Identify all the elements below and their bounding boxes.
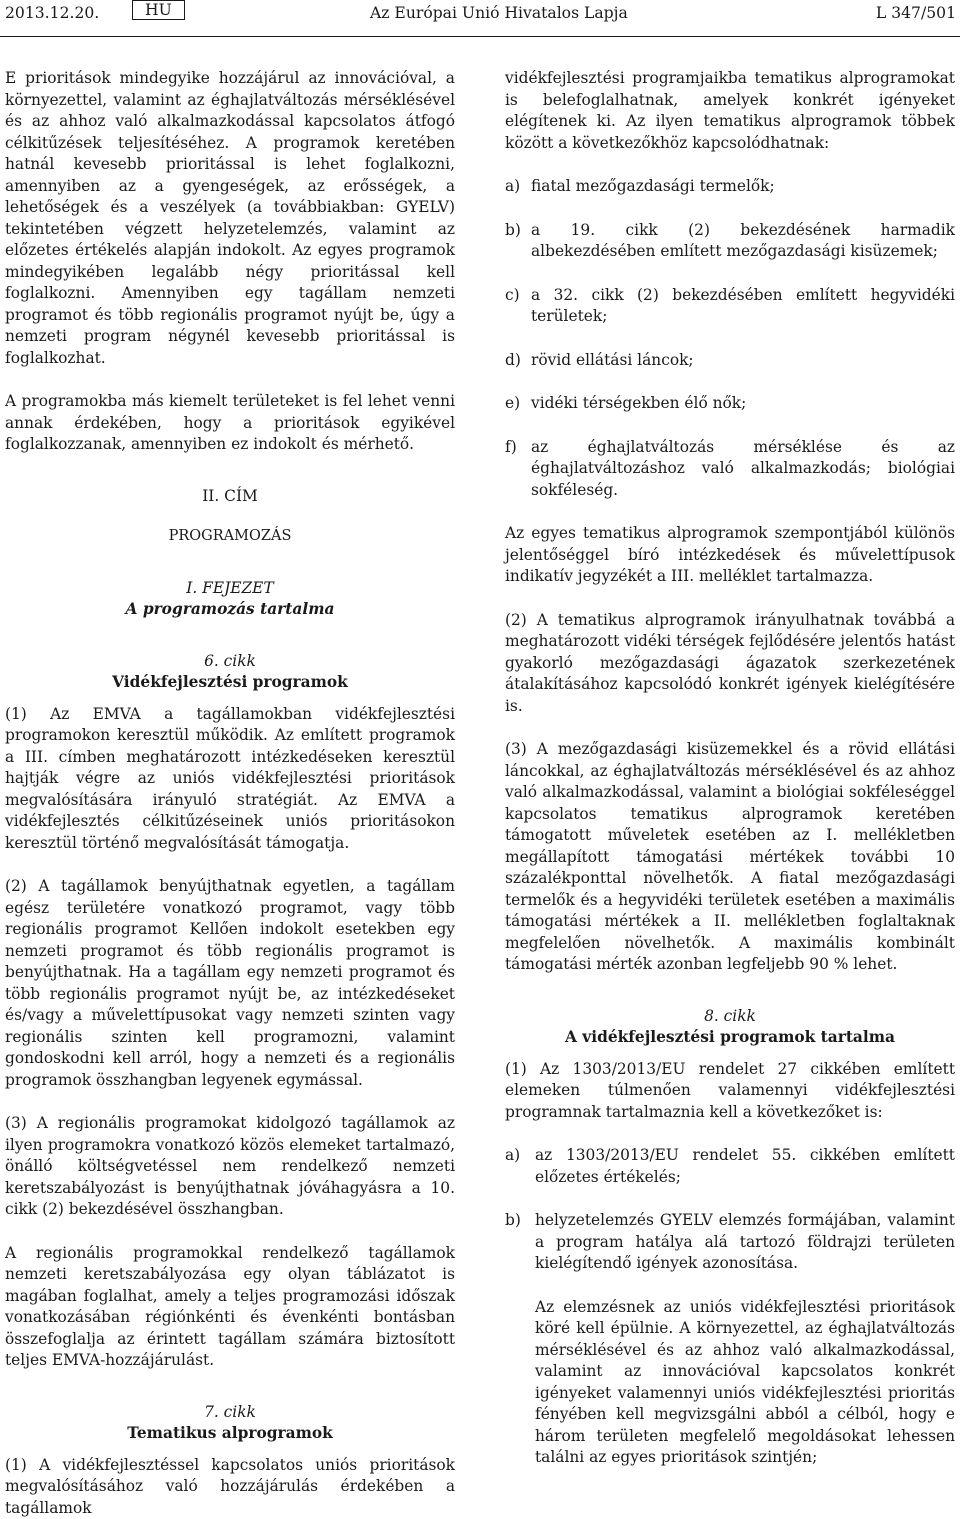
publication-date: 2013.12.20. bbox=[5, 3, 99, 25]
subprogramme-intro: vidékfejlesztési programjaikba tematikus alprogramokat is belefoglalhatnak, amelyek konkrét igényeket elégítenek ki. Az ilyen tematikus alprogramok többek között a következőkhöz kapcsolódhatnak: bbox=[505, 68, 955, 154]
list-item: a) fiatal mezőgazdasági termelők; bbox=[505, 176, 955, 198]
subprogramme-paragraph-2: (2) A tematikus alprogramok irányulhatnak továbbá a meghatározott vidéki térségek fejlődésére jelentős hatást gyakorló mezőgazdasági ágazatok szerkezetének átalakításához kapcsolódó konkrét igények kielégítésére is. bbox=[505, 610, 955, 718]
article-6-paragraph-1: (1) Az EMVA a tagállamokban vidékfejlesztési programokon keresztül működik. Az említett programok a III. címben meghatározott intézkedéseken keresztül hajtják végre az uniós vidékfejlesztési prioritások megvalósítására irányuló stratégiát. Az EMVA a vidékfejlesztés célkitűzéseinek uniós prioritásokon keresztül történő megvalósítását támogatja. bbox=[5, 704, 455, 855]
article-6-number: 6. cikk bbox=[5, 651, 455, 673]
list-item: d) rövid ellátási láncok; bbox=[505, 350, 955, 372]
priorities-paragraph: E prioritások mindegyike hozzájárul az innovációval, a környezettel, valamint az éghajlatváltozás mérséklésével és az ahhoz való alkalmazkodással kapcsolatos átfogó célkitűzések teljesítéséhez. A programok keretében hatnál kevesebb prioritással is lehet foglalkozni, amennyiben az a gyengeségek, az erősségek, a lehetőségek és a veszélyek (a továbbiakban: GYELV) tekintetében végzett helyzetelemzés, valamint az előzetes értékelés alapján indokolt. Az egyes programok mindegyikében legalább négy prioritással kell foglalkozni. Amennyiben egy tagállam nemzeti programot és több regionális programot nyújt be, úgy a nemzeti program négynél kevesebb prioritással is foglalkozhat. bbox=[5, 68, 455, 369]
list-item: e) vidéki térségekben élő nők; bbox=[505, 393, 955, 415]
journal-title: Az Európai Unió Hivatalos Lapja bbox=[370, 3, 628, 25]
analysis-paragraph: Az elemzésnek az uniós vidékfejlesztési prioritások köré kell épülnie. A környezettel, az éghajlatváltozás mérséklésével és az ahhoz való alkalmazkodással, valamint az innovációval kapcsolatos konkrét igényeket valamennyi uniós vidékfejlesztési prioritás fényében kell megvizsgálni abból a célból, hogy e három területen megfelelő megoldásokat lehessen találni az egyes prioritások szintjén; bbox=[535, 1297, 955, 1469]
title-name: PROGRAMOZÁS bbox=[5, 526, 455, 548]
indicative-list-paragraph: Az egyes tematikus alprogramok szempontjából különös jelentőséggel bíró intézkedések és művelettípusok indikatív jegyzékét a III. melléklet tartalmazza. bbox=[505, 523, 955, 588]
article-8-number: 8. cikk bbox=[505, 1006, 955, 1028]
list-item: a) az 1303/2013/EU rendelet 55. cikkében említett előzetes értékelés; bbox=[505, 1145, 955, 1188]
page-reference: L 347/501 bbox=[876, 3, 956, 25]
article-6-paragraph-3: (3) A regionális programokat kidolgozó tagállamok az ilyen programokra vonatkozó közös elemeket tartalmazó, önálló költségvetéssel nem rendelkező nemzeti keretszabályozást is benyújthatnak jóváhagyásra a 10. cikk (2) bekezdésével összhangban. bbox=[5, 1113, 455, 1221]
article-7-number: 7. cikk bbox=[5, 1402, 455, 1424]
journal-header bbox=[0, 0, 960, 24]
chapter-number: I. FEJEZET bbox=[5, 578, 455, 600]
article-6-paragraph-2: (2) A tagállamok benyújthatnak egyetlen, a tagállam egész területére vonatkozó programot, vagy több regionális programot Kellően indokolt esetekben egy nemzeti programot és több regionális programot is benyújthatnak. Ha a tagállam egy nemzeti programot és több regionális programot nyújt be, az intézkedéseket és/vagy a művelettípusokat vagy nemzeti szinten vagy regionális szinten kell programozni, valamint gondoskodni kell arról, hogy a nemzeti és a regionális programok összhangban legyenek egymással. bbox=[5, 876, 455, 1091]
right-column bbox=[505, 68, 955, 1469]
chapter-name: A programozás tartalma bbox=[5, 599, 455, 621]
list-item: c) a 32. cikk (2) bekezdésében említett hegyvidéki területek; bbox=[505, 285, 955, 328]
language-code-box: HU bbox=[132, 0, 185, 20]
article-6-title: Vidékfejlesztési programok bbox=[5, 672, 455, 694]
article-8-paragraph-1: (1) Az 1303/2013/EU rendelet 27 cikkében említett elemeken túlmenően valamennyi vidékfejlesztési programnak tartalmaznia kell a következőket is: bbox=[505, 1059, 955, 1124]
list-item: f) az éghajlatváltozás mérséklése és az éghajlatváltozáshoz való alkalmazkodás; biológiai sokféleség. bbox=[505, 437, 955, 502]
title-number: II. CÍM bbox=[5, 486, 455, 508]
focus-areas-paragraph: A programokba más kiemelt területeket is fel lehet venni annak érdekében, hogy a prioritások egyikével foglalkozzanak, amennyiben ez indokolt és mérhető. bbox=[5, 391, 455, 456]
article-7-paragraph-1: (1) A vidékfejlesztéssel kapcsolatos uniós prioritások megvalósításához való hozzájárulás érdekében a tagállamok bbox=[5, 1455, 455, 1519]
article-6-paragraph-4: A regionális programokkal rendelkező tagállamok nemzeti keretszabályozása egy olyan táblázatot is magában foglalhat, amely a teljes programozási időszak vonatkozásában régiónkénti és évenkénti bontásban összefoglalja az érintett tagállam számára biztosított teljes EMVA-hozzájárulást. bbox=[5, 1243, 455, 1372]
article-7-title: Tematikus alprogramok bbox=[5, 1423, 455, 1445]
left-column bbox=[5, 68, 455, 1519]
list-item: b) a 19. cikk (2) bekezdésének harmadik albekezdésében említett mezőgazdasági kisüzemek; bbox=[505, 220, 955, 263]
article-8-title: A vidékfejlesztési programok tartalma bbox=[505, 1027, 955, 1049]
header-rule bbox=[0, 36, 960, 37]
list-item: b) helyzetelemzés GYELV elemzés formájában, valamint a program hatálya alá tartozó földrajzi területen kielégítendő igények azonosítása. bbox=[505, 1210, 955, 1275]
subprogramme-paragraph-3: (3) A mezőgazdasági kisüzemekkel és a rövid ellátási láncokkal, az éghajlatváltozás mérséklésével és az ahhoz való alkalmazkodással, valamint a biológiai sokféleséggel kapcsolatos tematikus alprogramok keretében támogatott műveletek esetében az I. mellékletben megállapított támogatási mértékek további 10 százalékponttal növelhetők. A fiatal mezőgazdasági termelők és a hegyvidéki területek esetében a maximális támogatási mértékek a II. mellékletben foglaltaknak megfelelően növelhetők. A maximális kombinált támogatási mérték azonban legfeljebb 90 % lehet. bbox=[505, 739, 955, 976]
